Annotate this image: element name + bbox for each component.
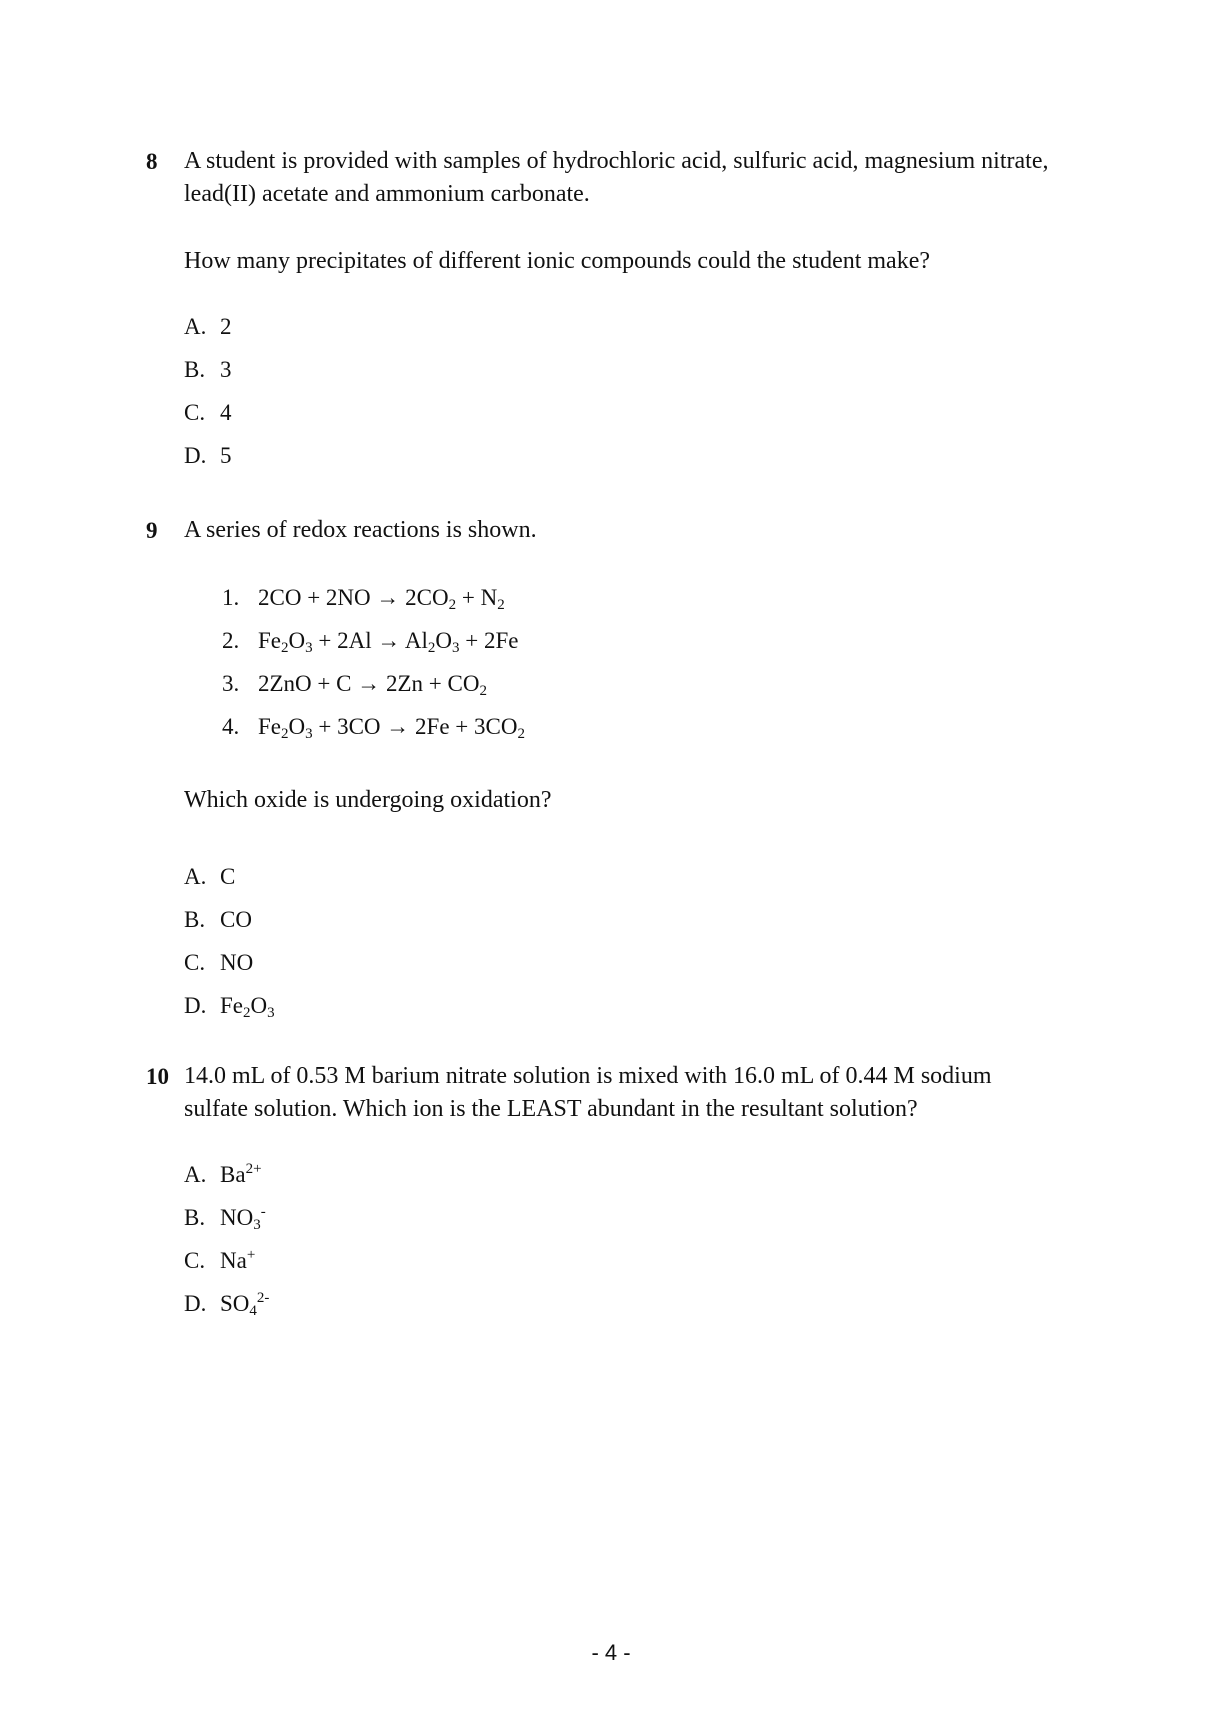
- question-9-option-d[interactable]: [184, 991, 275, 1021]
- question-8-number: 8: [146, 149, 158, 174]
- option-label: D.: [184, 1291, 207, 1316]
- question-9-number: 9: [146, 518, 158, 543]
- option-text: $Fe_2O_3$: [220, 993, 275, 1021]
- option-text: 4: [220, 400, 232, 425]
- question-8-option-c[interactable]: [184, 398, 232, 428]
- option-label: C.: [184, 400, 206, 425]
- reaction-4: 4. $Fe_2O_3 + 3CO \to 2Fe + 3CO_2$: [222, 714, 525, 742]
- arrow-icon: →: [386, 714, 410, 739]
- question-10-option-b[interactable]: [184, 1203, 266, 1233]
- option-text: 5: [220, 443, 232, 468]
- question-9-intro: A series of redox reactions is shown.: [184, 517, 537, 543]
- question-8-prompt: How many precipitates of different ionic compounds could the student make?: [184, 248, 931, 274]
- question-9-prompt: Which oxide is undergoing oxidation?: [184, 787, 552, 813]
- option-label: C.: [184, 1248, 206, 1273]
- question-8-option-d[interactable]: [184, 441, 232, 471]
- option-label: A.: [184, 864, 207, 889]
- option-text: CO: [220, 907, 252, 932]
- option-text: NO: [220, 950, 254, 975]
- arrow-icon: →: [376, 585, 400, 610]
- reaction-1: 1. $2CO + 2NO \to 2CO_2 + N_2$: [222, 585, 505, 613]
- option-text: 2: [220, 314, 232, 339]
- option-text: $NO_3^-$: [220, 1204, 266, 1233]
- option-label: A.: [184, 1162, 207, 1187]
- option-text: $SO_4^{2-}$: [220, 1290, 270, 1319]
- question-10-text: [184, 1060, 1084, 1126]
- question-9-option-c[interactable]: [184, 948, 253, 978]
- option-text: Na+: [220, 1247, 256, 1273]
- option-label: B.: [184, 907, 206, 932]
- question-8-line-2: lead(II) acetate and ammonium carbonate.: [184, 181, 590, 207]
- question-8-option-a[interactable]: [184, 312, 232, 342]
- arrow-icon: →: [357, 671, 381, 696]
- option-label: B.: [184, 357, 206, 382]
- page-number: - 4 -: [591, 1640, 631, 1665]
- question-8-line-1: A student is provided with samples of hydrochloric acid, sulfuric acid, magnesium nitrate,: [184, 148, 1049, 174]
- question-10-option-c[interactable]: [184, 1246, 255, 1276]
- question-8-option-b[interactable]: [184, 355, 232, 385]
- option-label: A.: [184, 314, 207, 339]
- question-10-number: 10: [146, 1064, 169, 1089]
- question-9-option-b[interactable]: [184, 905, 252, 935]
- question-10-option-a[interactable]: [184, 1160, 262, 1190]
- option-text: 3: [220, 357, 232, 382]
- option-text: $Ba^{2+}$: [220, 1161, 262, 1187]
- reaction-3: 3. $2ZnO + C \to 2Zn + CO_2$: [222, 671, 487, 699]
- question-10-line-1: 14.0 mL of 0.53 M barium nitrate solution is mixed with 16.0 mL of 0.44 M sodium: [184, 1063, 992, 1089]
- option-label: C.: [184, 950, 206, 975]
- question-9-option-a[interactable]: [184, 862, 235, 892]
- question-10-line-2: sulfate solution. Which ion is the LEAST abundant in the resultant solution?: [184, 1096, 918, 1122]
- option-text: C: [220, 864, 236, 889]
- question-8-text: [184, 145, 1084, 211]
- option-label: B.: [184, 1205, 206, 1230]
- option-label: D.: [184, 443, 207, 468]
- question-10-option-d[interactable]: [184, 1289, 269, 1319]
- arrow-icon: →: [377, 628, 401, 653]
- reaction-2: 2. $Fe_2O_3 + 2Al \to Al_2O_3 + 2Fe$: [222, 628, 519, 656]
- option-label: D.: [184, 993, 207, 1018]
